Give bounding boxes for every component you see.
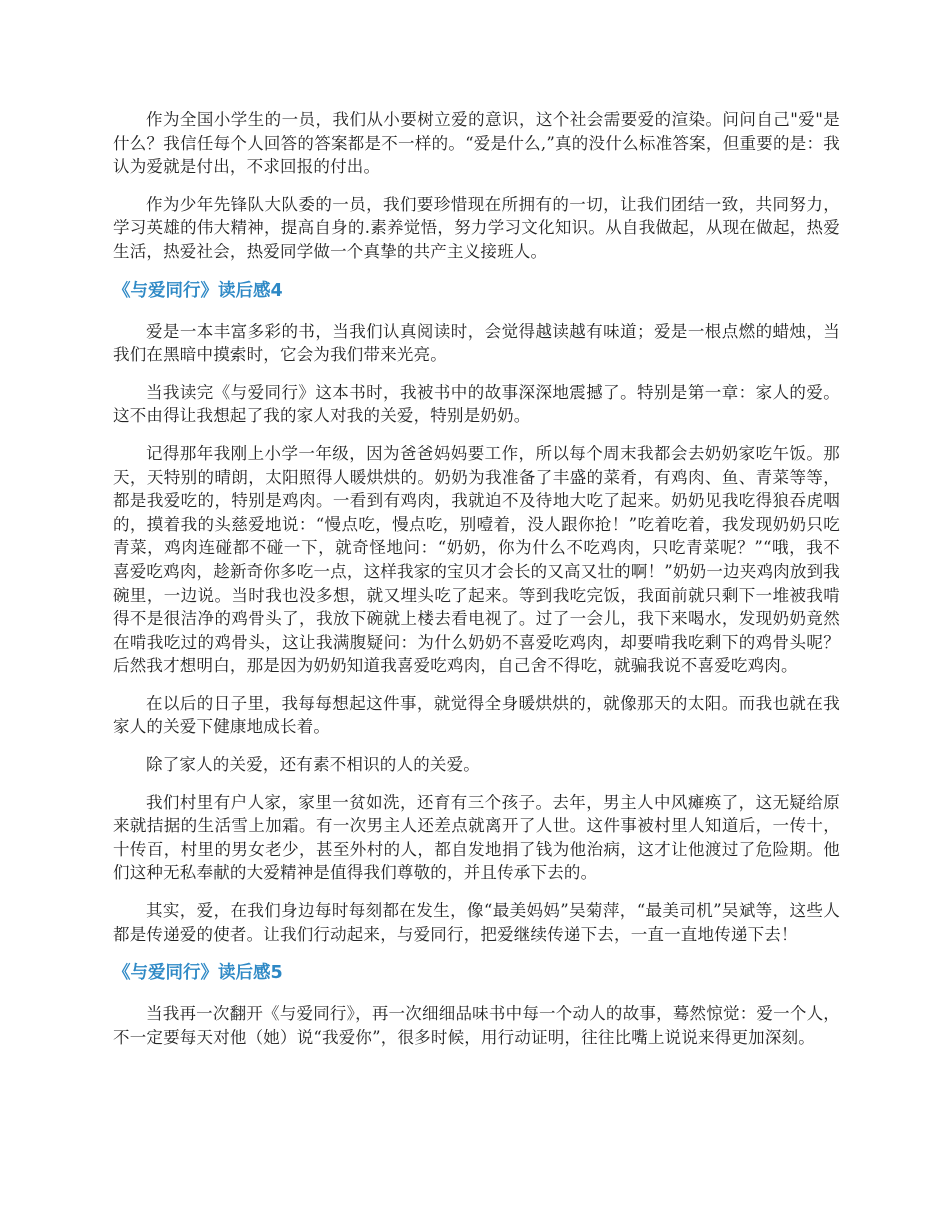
paragraph: 记得那年我刚上小学一年级，因为爸爸妈妈要工作，所以每个周末我都会去奶奶家吃午饭。那天，天特别的晴朗，太阳照得人暖烘烘的。奶奶为我准备了丰盛的菜肴，有鸡肉、鱼、青菜等等，都是我爱吃的，特别是鸡肉。一看到有鸡肉，我就迫不及待地大吃了起来。奶奶见我吃得狼吞虎咽的，摸着我的头慈爱地说：“慢点吃，慢点吃，别噎着，没人跟你抢！”吃着吃着，我发现奶奶只吃青菜，鸡肉连碰都不碰一下，就奇怪地问：“奶奶，你为什么不吃鸡肉，只吃青菜呢？”“哦，我不喜爱吃鸡肉，趁新奇你多吃一点，这样我家的宝贝才会长的又高又壮的啊！”奶奶一边夹鸡肉放到我碗里，一边说。当时我也没多想，就又埋头吃了起来。等到我吃完饭，我面前就只剩下一堆被我啃得不是很洁净的鸡骨头了，我放下碗就上楼去看电视了。过了一会儿，我下来喝水，发现奶奶竟然在啃我吃过的鸡骨头，这让我满腹疑问：为什么奶奶不喜爱吃鸡肉，却要啃我吃剩下的鸡骨头呢？后然我才想明白，那是因为奶奶知道我喜爱吃鸡肉，自己舍不得吃，就骗我说不喜爱吃鸡肉。 <box>113 443 840 676</box>
paragraph: 爱是一本丰富多彩的书，当我们认真阅读时，会觉得越读越有味道；爱是一根点燃的蜡烛，当我们在黑暗中摸索时，它会为我们带来光亮。 <box>113 321 840 365</box>
section-heading: 《与爱同行》读后感4 <box>113 280 283 301</box>
paragraph: 其实，爱，在我们身边每时每刻都在发生，像“最美妈妈”吴菊萍，“最美司机”吴斌等，这些人都是传递爱的使者。让我们行动起来，与爱同行，把爱继续传递下去，一直一直地传递下去！ <box>113 901 840 944</box>
section-heading: 《与爱同行》读后感5 <box>113 963 283 984</box>
paragraph: 作为全国小学生的一员，我们从小要树立爱的意识，这个社会需要爱的渲染。问问自己"爱"是什么？我信任每个人回答的答案都是不一样的。“爱是什么,”真的没什么标准答案，但重要的是：我认为爱就是付出，不求回报的付出。 <box>113 110 840 177</box>
paragraph: 当我再一次翻开《与爱同行》，再一次细细品味书中每一个动人的故事，蓦然惊觉：爱一个人，不一定要每天对他（她）说“我爱你”，很多时候，用行动证明，往往比嘴上说说来得更加深刻。 <box>113 1004 840 1047</box>
paragraph: 除了家人的关爱，还有素不相识的人的关爱。 <box>146 755 480 775</box>
paragraph: 当我读完《与爱同行》这本书时，我被书中的故事深深地震撼了。特别是第一章：家人的爱。这不由得让我想起了我的家人对我的关爱，特别是奶奶。 <box>113 382 840 426</box>
paragraph: 作为少年先锋队大队委的一员，我们要珍惜现在所拥有的一切，让我们团结一致，共同努力，学习英雄的伟大精神，提高自身的.素养觉悟，努力学习文化知识。从自我做起，从现在做起，热爱生活，热爱社会，热爱同学做一个真挚的共产主义接班人。 <box>113 194 840 261</box>
paragraph: 在以后的日子里，我每每想起这件事，就觉得全身暖烘烘的，就像那天的太阳。而我也就在我家人的关爱下健康地成长着。 <box>113 693 840 737</box>
document-body <box>113 108 840 1063</box>
paragraph: 我们村里有户人家，家里一贫如洗，还育有三个孩子。去年，男主人中风瘫痪了，这无疑给原来就拮据的生活雪上加霜。有一次男主人还差点就离开了人世。这件事被村里人知道后，一传十，十传百，村里的男女老少，甚至外村的人，都自发地捐了钱为他治病，这才让他渡过了危险期。他们这种无私奉献的大爱精神是值得我们尊敬的，并且传承下去的。 <box>113 792 840 883</box>
